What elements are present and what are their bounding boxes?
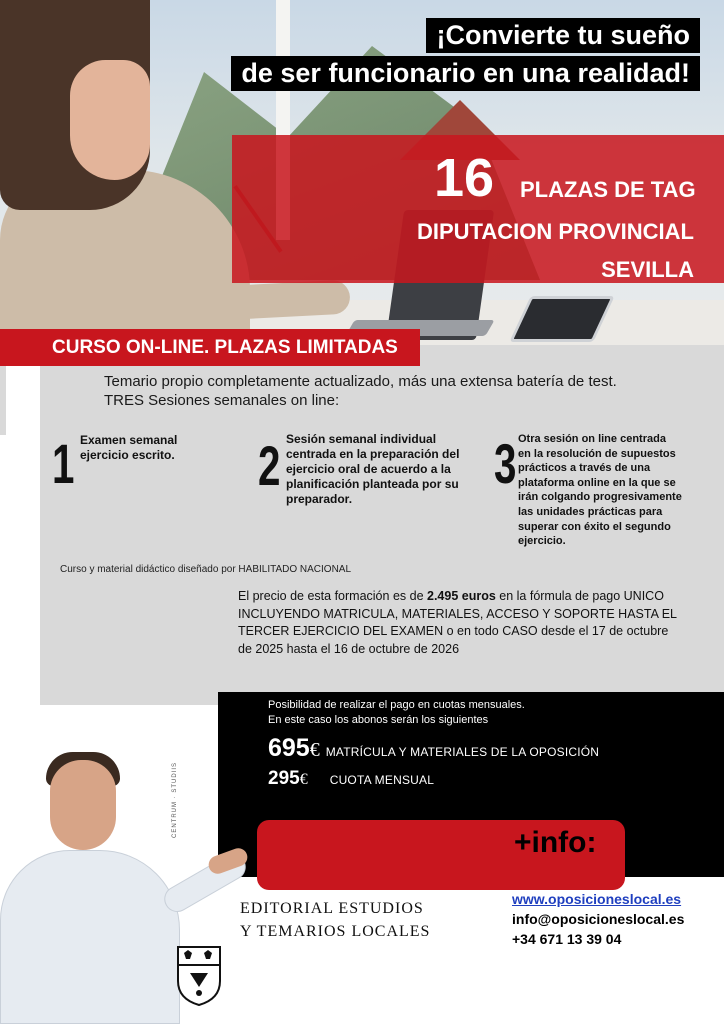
course-intro <box>104 372 617 410</box>
currency-symbol: € <box>309 739 320 761</box>
payment-value: 295 <box>268 768 300 789</box>
contact-email[interactable]: info@oposicioneslocal.es <box>512 911 685 927</box>
price-amount: 2.495 euros <box>427 589 496 603</box>
price-paragraph <box>238 588 678 658</box>
info-label: +info: <box>514 826 597 859</box>
step-line: en la resolución de supuestos <box>518 447 676 460</box>
payment-label: MATRÍCULA Y MATERIALES DE LA OPOSICIÓN <box>325 745 600 759</box>
payment-note-line-1: Posibilidad de realizar el pago en cuotas mensuales. <box>268 699 525 711</box>
step-number: 3 <box>494 432 517 495</box>
offer-city: SEVILLA <box>601 257 694 282</box>
payment-note <box>268 698 525 727</box>
step-text <box>518 432 718 549</box>
step-line: Examen semanal <box>80 433 178 447</box>
man-face <box>50 760 116 850</box>
editorial-line-2: Y TEMARIOS LOCALES <box>240 923 431 940</box>
woman-face <box>70 60 150 180</box>
offer-panel <box>232 135 724 283</box>
step-number: 1 <box>52 432 75 495</box>
step-line: preparador. <box>286 492 353 506</box>
payment-label: CUOTA MENSUAL <box>329 773 435 787</box>
crest-shield-icon <box>176 945 222 1007</box>
step-line: irán colgando progresivamente <box>518 491 682 504</box>
payment-item-enrollment <box>268 734 599 763</box>
step-line: plataforma online en la que se <box>518 476 676 489</box>
website-link[interactable]: www.oposicioneslocal.es <box>512 891 682 907</box>
crest-motto: CENTRUM · STUDIIS <box>172 762 178 838</box>
offer-number: 16 <box>434 148 495 208</box>
editorial-name <box>240 897 430 943</box>
fine-print: Curso y material didáctico diseñado por HABILITADO NACIONAL <box>60 564 352 575</box>
step-line: centrada en la preparación del <box>286 447 460 461</box>
step-line: Otra sesión on line centrada <box>518 433 666 445</box>
intro-line-2: TRES Sesiones semanales on line: <box>104 392 340 409</box>
course-banner: CURSO ON-LINE. PLAZAS LIMITADAS <box>0 329 420 366</box>
contact-block <box>512 889 684 949</box>
step-line: ejercicio. <box>518 535 566 548</box>
man-shirt <box>0 850 180 1024</box>
price-suffix: en la fórmula de pago UNICO INCLUYENDO MATRICULA, MATERIALES, ACCESO Y SOPORTE HASTA EL TERCER EJERCICIO DEL EXAMEN o en todo CASO desde el 17 de octubre de 2025 hasta el 16 de octubre de 2026 <box>238 589 677 656</box>
contact-phone[interactable]: +34 671 13 39 04 <box>512 931 622 947</box>
offer-institution: DIPUTACION PROVINCIAL <box>416 219 694 244</box>
headline-line-1: ¡Convierte tu sueño <box>426 18 700 53</box>
step-line: ejercicio escrito. <box>80 448 175 462</box>
payment-item-monthly <box>268 768 434 790</box>
step-line: las unidades prácticas para <box>518 505 663 518</box>
step-line: planificación planteada por su <box>286 477 459 491</box>
price-prefix: El precio de esta formación es de <box>238 589 427 603</box>
step-line: Sesión semanal individual <box>286 432 437 446</box>
step-number: 2 <box>258 434 281 497</box>
step-line: superar con éxito el segundo <box>518 520 671 533</box>
offer-plazas: PLAZAS DE TAG <box>520 177 696 202</box>
editorial-line-1: EDITORIAL ESTUDIOS <box>240 900 424 917</box>
step-text <box>286 432 486 507</box>
payment-note-line-2: En este caso los abonos serán los siguientes <box>268 713 489 726</box>
step-line: prácticos a través de una <box>518 462 651 475</box>
step-line: ejercicio oral de acuerdo a la <box>286 462 451 476</box>
headline-line-2: de ser funcionario en una realidad! <box>231 56 700 91</box>
step-text <box>80 433 240 463</box>
intro-line-1: Temario propio completamente actualizado, más una extensa batería de test. <box>104 373 617 390</box>
payment-value: 695 <box>268 734 310 762</box>
currency-symbol: € <box>299 771 308 788</box>
